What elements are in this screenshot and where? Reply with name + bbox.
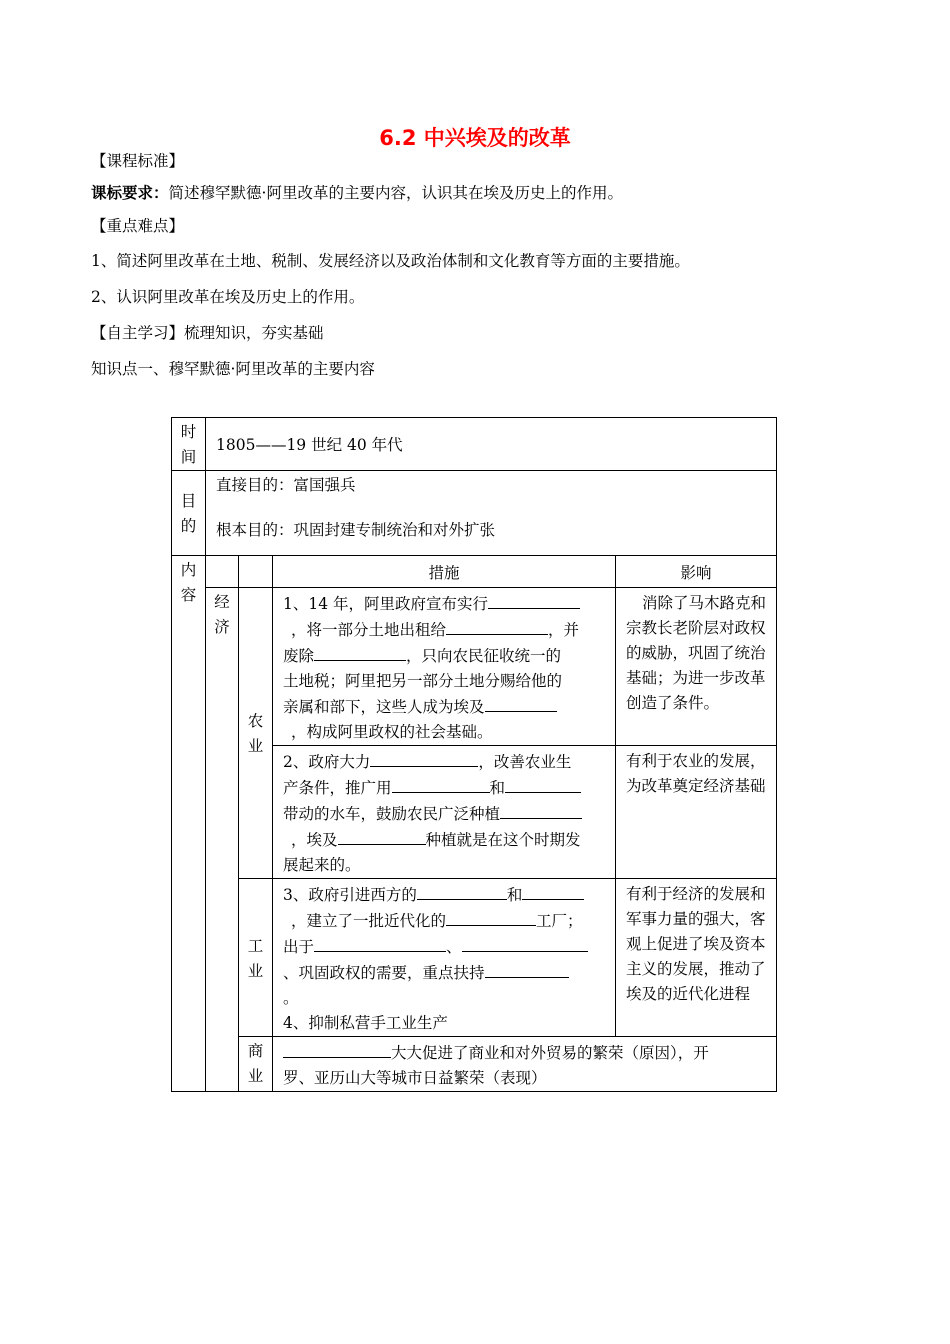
fill-blank[interactable] (446, 617, 548, 635)
fill-blank[interactable] (314, 934, 446, 952)
fill-blank[interactable] (370, 749, 478, 767)
measure-1: 1、14 年，阿里政府宣布实行 ，将一部分土地出租给 ，并 废除 ，只向农民征收统一的 土地税；阿里把另一部分土地分赐给他的 亲属和部下，这些人成为埃及 ，构成阿里政权的社会基础。 (273, 588, 616, 746)
fill-blank[interactable] (505, 775, 581, 793)
impact-1-cell (616, 588, 777, 746)
purpose-label: 目 的 (172, 471, 206, 556)
self-study-heading: 【自主学习】梳理知识，夯实基础 (91, 324, 324, 342)
fill-blank[interactable] (392, 775, 490, 793)
header-measures: 措施 (273, 556, 616, 588)
fill-blank[interactable] (522, 882, 584, 900)
header-spacer-2 (239, 556, 273, 588)
purpose-row (172, 471, 777, 556)
commerce-label: 商 业 (239, 1037, 273, 1092)
commerce-row (172, 1037, 777, 1092)
time-label: 时 间 (172, 418, 206, 471)
agriculture-label: 农 业 (239, 588, 273, 879)
content-header-row (172, 556, 777, 588)
economy-label: 经 济 (206, 588, 239, 1092)
fill-blank[interactable] (462, 934, 588, 952)
knowledge-point-heading: 知识点一、穆罕默德·阿里改革的主要内容 (91, 360, 375, 378)
fill-blank[interactable] (488, 591, 580, 609)
time-value-cell (206, 418, 777, 471)
purpose-cell (206, 471, 777, 556)
page-title: 6.2 中兴埃及的改革 (379, 126, 571, 150)
key-point-2: 2、认识阿里改革在埃及历史上的作用。 (91, 288, 365, 306)
measure-4: 大大促进了商业和对外贸易的繁荣（原因），开 罗、亚历山大等城市日益繁荣（表现） (273, 1037, 777, 1092)
fill-blank[interactable] (338, 827, 426, 845)
impact-2: 有利于农业的发展，为改革奠定经济基础 (626, 752, 766, 795)
key-point-1: 1、简述阿里改革在土地、税制、发展经济以及政治体制和文化教育等方面的主要措施。 (91, 252, 690, 270)
fill-blank[interactable] (314, 643, 406, 661)
agriculture-row-1 (172, 588, 777, 746)
fill-blank[interactable] (485, 694, 557, 712)
impact-3: 有利于经济的发展和军事力量的强大，客观上促进了埃及资本主义的发展，推动了埃及的近代化进程 (626, 885, 766, 1003)
industry-row (172, 879, 777, 1037)
time-row (172, 418, 777, 471)
key-points-heading: 【重点难点】 (91, 217, 185, 235)
purpose-direct: 直接目的：富国强兵 (216, 476, 356, 494)
reform-content-table (171, 417, 777, 1092)
measure-3: 3、政府引进西方的 和 ，建立了一批近代化的 工厂； 出于 、 、巩固政权的需要，重点扶持 。 4、抑制私营手工业生产 (273, 879, 616, 1037)
content-label: 内 容 (172, 556, 206, 1092)
industry-label: 工 业 (239, 879, 273, 1037)
impact-2-cell (616, 746, 777, 879)
course-standard-heading: 【课程标准】 (91, 152, 185, 170)
fill-blank[interactable] (446, 908, 536, 926)
fill-blank[interactable] (500, 801, 582, 819)
requirement-text: 简述穆罕默德·阿里改革的主要内容，认识其在埃及历史上的作用。 (168, 184, 623, 202)
fill-blank[interactable] (485, 960, 569, 978)
measure-2: 2、政府大力 ，改善农业生 产条件，推广用 和 带动的水车，鼓励农民广泛种植 ，埃及 种植就是在这个时期发 展起来的。 (273, 746, 616, 879)
header-impact: 影响 (616, 556, 777, 588)
fill-blank[interactable] (417, 882, 507, 900)
header-spacer-1 (206, 556, 239, 588)
impact-3-cell (616, 879, 777, 1037)
requirement-label: 课标要求： (91, 183, 169, 202)
impact-1: 消除了马木路克和宗教长老阶层对政权的威胁，巩固了统治基础；为进一步改革创造了条件。 (626, 594, 767, 712)
course-requirement (91, 183, 623, 203)
fill-blank[interactable] (283, 1040, 391, 1058)
time-value: 1805——19 世纪 40 年代 (216, 436, 403, 454)
purpose-root: 根本目的：巩固封建专制统治和对外扩张 (216, 521, 496, 539)
